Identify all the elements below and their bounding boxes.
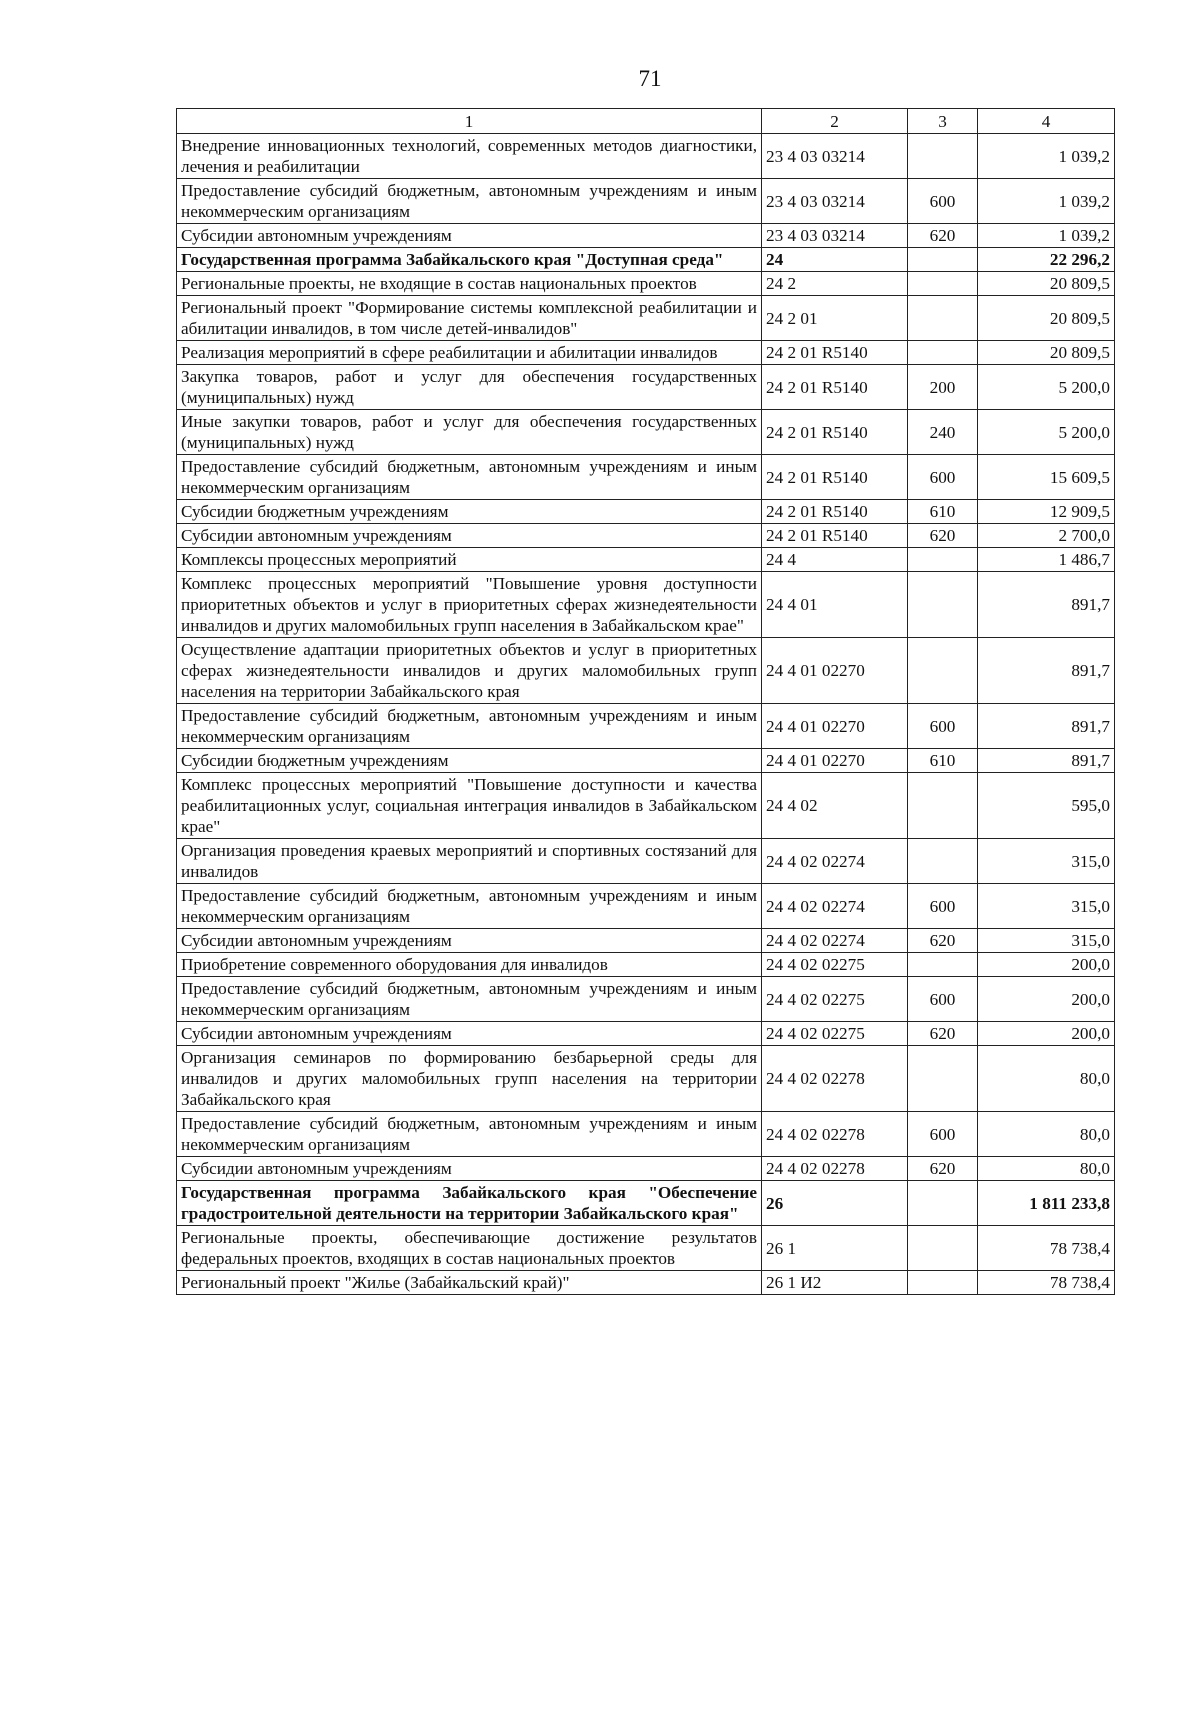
table-row xyxy=(177,272,1115,296)
row-code-cell: 24 4 02 02278 xyxy=(762,1112,908,1157)
row-expense-type-cell xyxy=(908,638,978,704)
row-name-cell: Комплексы процессных мероприятий xyxy=(177,548,762,572)
row-expense-type-cell xyxy=(908,272,978,296)
row-expense-type-cell: 620 xyxy=(908,929,978,953)
row-name-cell: Государственная программа Забайкальского края "Обеспечение градостроительной деятельности на территории Забайкальского края" xyxy=(177,1181,762,1226)
row-amount-cell: 20 809,5 xyxy=(978,341,1115,365)
table-row xyxy=(177,884,1115,929)
row-name-cell: Предоставление субсидий бюджетным, автономным учреждениям и иным некоммерческим организациям xyxy=(177,1112,762,1157)
budget-table xyxy=(176,108,1115,1295)
row-code-cell: 24 4 01 02270 xyxy=(762,638,908,704)
row-name-cell: Реализация мероприятий в сфере реабилитации и абилитации инвалидов xyxy=(177,341,762,365)
table-row xyxy=(177,179,1115,224)
row-amount-cell: 22 296,2 xyxy=(978,248,1115,272)
row-name-cell: Организация семинаров по формированию безбарьерной среды для инвалидов и других маломобильных групп населения на территории Забайкальского края xyxy=(177,1046,762,1112)
column-header-name: 1 xyxy=(177,109,762,134)
row-amount-cell: 80,0 xyxy=(978,1112,1115,1157)
row-code-cell: 24 4 01 02270 xyxy=(762,749,908,773)
row-expense-type-cell xyxy=(908,1181,978,1226)
row-name-cell: Региональный проект "Жилье (Забайкальский край)" xyxy=(177,1271,762,1295)
row-expense-type-cell xyxy=(908,773,978,839)
row-code-cell: 23 4 03 03214 xyxy=(762,224,908,248)
row-name-cell: Субсидии автономным учреждениям xyxy=(177,1022,762,1046)
row-code-cell: 24 4 xyxy=(762,548,908,572)
row-amount-cell: 891,7 xyxy=(978,704,1115,749)
row-expense-type-cell xyxy=(908,1046,978,1112)
row-amount-cell: 78 738,4 xyxy=(978,1226,1115,1271)
row-expense-type-cell xyxy=(908,953,978,977)
row-name-cell: Предоставление субсидий бюджетным, автономным учреждениям и иным некоммерческим организациям xyxy=(177,884,762,929)
row-name-cell: Осуществление адаптации приоритетных объектов и услуг в приоритетных сферах жизнедеятельности инвалидов и других маломобильных групп населения на территории Забайкальского края xyxy=(177,638,762,704)
row-expense-type-cell: 620 xyxy=(908,1022,978,1046)
row-amount-cell: 315,0 xyxy=(978,884,1115,929)
row-name-cell: Субсидии автономным учреждениям xyxy=(177,524,762,548)
row-name-cell: Комплекс процессных мероприятий "Повышение уровня доступности приоритетных объектов и услуг в приоритетных сферах жизнедеятельности инвалидов и других маломобильных групп населения в Забайкальском крае" xyxy=(177,572,762,638)
column-header-code: 2 xyxy=(762,109,908,134)
row-expense-type-cell: 600 xyxy=(908,179,978,224)
row-name-cell: Субсидии автономным учреждениям xyxy=(177,1157,762,1181)
row-code-cell: 24 2 01 R5140 xyxy=(762,455,908,500)
row-expense-type-cell: 610 xyxy=(908,749,978,773)
row-expense-type-cell xyxy=(908,572,978,638)
row-amount-cell: 12 909,5 xyxy=(978,500,1115,524)
row-code-cell: 24 4 02 02275 xyxy=(762,1022,908,1046)
row-amount-cell: 80,0 xyxy=(978,1046,1115,1112)
row-expense-type-cell: 620 xyxy=(908,224,978,248)
row-amount-cell: 2 700,0 xyxy=(978,524,1115,548)
column-header-expense-type: 3 xyxy=(908,109,978,134)
row-name-cell: Субсидии бюджетным учреждениям xyxy=(177,500,762,524)
table-row xyxy=(177,773,1115,839)
row-amount-cell: 1 039,2 xyxy=(978,179,1115,224)
row-amount-cell: 315,0 xyxy=(978,839,1115,884)
table-row xyxy=(177,500,1115,524)
row-amount-cell: 1 486,7 xyxy=(978,548,1115,572)
row-name-cell: Субсидии автономным учреждениям xyxy=(177,224,762,248)
row-code-cell: 24 4 02 02274 xyxy=(762,839,908,884)
row-name-cell: Предоставление субсидий бюджетным, автономным учреждениям и иным некоммерческим организациям xyxy=(177,179,762,224)
row-amount-cell: 20 809,5 xyxy=(978,272,1115,296)
row-code-cell: 24 2 xyxy=(762,272,908,296)
row-code-cell: 26 xyxy=(762,1181,908,1226)
row-code-cell: 24 xyxy=(762,248,908,272)
table-row xyxy=(177,1046,1115,1112)
table-row xyxy=(177,296,1115,341)
row-amount-cell: 1 039,2 xyxy=(978,224,1115,248)
row-code-cell: 24 4 02 02275 xyxy=(762,977,908,1022)
row-expense-type-cell xyxy=(908,1226,978,1271)
row-code-cell: 24 4 02 02274 xyxy=(762,929,908,953)
row-expense-type-cell xyxy=(908,1271,978,1295)
row-amount-cell: 1 039,2 xyxy=(978,134,1115,179)
row-name-cell: Приобретение современного оборудования для инвалидов xyxy=(177,953,762,977)
table-row xyxy=(177,839,1115,884)
row-amount-cell: 891,7 xyxy=(978,638,1115,704)
row-amount-cell: 200,0 xyxy=(978,953,1115,977)
table-row xyxy=(177,749,1115,773)
table-row xyxy=(177,134,1115,179)
row-name-cell: Организация проведения краевых мероприятий и спортивных состязаний для инвалидов xyxy=(177,839,762,884)
row-expense-type-cell: 620 xyxy=(908,524,978,548)
row-code-cell: 24 4 02 02278 xyxy=(762,1046,908,1112)
page-number: 71 xyxy=(638,66,662,91)
row-code-cell: 24 4 02 02275 xyxy=(762,953,908,977)
row-amount-cell: 5 200,0 xyxy=(978,365,1115,410)
row-amount-cell: 891,7 xyxy=(978,572,1115,638)
table-body xyxy=(177,134,1115,1295)
row-expense-type-cell: 600 xyxy=(908,977,978,1022)
row-name-cell: Комплекс процессных мероприятий "Повышение доступности и качества реабилитационных услуг, социальная интеграция инвалидов в Забайкальском крае" xyxy=(177,773,762,839)
row-code-cell: 23 4 03 03214 xyxy=(762,179,908,224)
row-amount-cell: 200,0 xyxy=(978,977,1115,1022)
row-amount-cell: 15 609,5 xyxy=(978,455,1115,500)
row-expense-type-cell xyxy=(908,839,978,884)
row-name-cell: Субсидии бюджетным учреждениям xyxy=(177,749,762,773)
row-name-cell: Региональный проект "Формирование системы комплексной реабилитации и абилитации инвалидов, в том числе детей-инвалидов" xyxy=(177,296,762,341)
row-amount-cell: 20 809,5 xyxy=(978,296,1115,341)
row-code-cell: 24 4 01 xyxy=(762,572,908,638)
table-row xyxy=(177,248,1115,272)
table-row xyxy=(177,224,1115,248)
table-row xyxy=(177,455,1115,500)
table-row xyxy=(177,1112,1115,1157)
table-row xyxy=(177,1271,1115,1295)
table-row xyxy=(177,977,1115,1022)
row-amount-cell: 595,0 xyxy=(978,773,1115,839)
row-name-cell: Закупка товаров, работ и услуг для обеспечения государственных (муниципальных) нужд xyxy=(177,365,762,410)
table-row xyxy=(177,410,1115,455)
row-code-cell: 24 2 01 R5140 xyxy=(762,410,908,455)
row-code-cell: 24 4 02 xyxy=(762,773,908,839)
row-expense-type-cell: 600 xyxy=(908,704,978,749)
table-row xyxy=(177,365,1115,410)
row-expense-type-cell: 200 xyxy=(908,365,978,410)
table-header-row xyxy=(177,109,1115,134)
table-row xyxy=(177,1022,1115,1046)
row-amount-cell: 315,0 xyxy=(978,929,1115,953)
table-row xyxy=(177,953,1115,977)
row-amount-cell: 78 738,4 xyxy=(978,1271,1115,1295)
row-expense-type-cell xyxy=(908,248,978,272)
row-name-cell: Предоставление субсидий бюджетным, автономным учреждениям и иным некоммерческим организациям xyxy=(177,455,762,500)
table-row xyxy=(177,704,1115,749)
row-code-cell: 24 2 01 R5140 xyxy=(762,524,908,548)
table-row xyxy=(177,929,1115,953)
row-expense-type-cell: 600 xyxy=(908,884,978,929)
row-name-cell: Государственная программа Забайкальского края "Доступная среда" xyxy=(177,248,762,272)
table-row xyxy=(177,524,1115,548)
row-expense-type-cell xyxy=(908,296,978,341)
row-name-cell: Предоставление субсидий бюджетным, автономным учреждениям и иным некоммерческим организациям xyxy=(177,977,762,1022)
table-row xyxy=(177,1157,1115,1181)
row-code-cell: 24 2 01 xyxy=(762,296,908,341)
row-code-cell: 24 2 01 R5140 xyxy=(762,341,908,365)
table-row xyxy=(177,548,1115,572)
row-expense-type-cell: 620 xyxy=(908,1157,978,1181)
column-header-amount: 4 xyxy=(978,109,1115,134)
row-name-cell: Предоставление субсидий бюджетным, автономным учреждениям и иным некоммерческим организациям xyxy=(177,704,762,749)
row-expense-type-cell: 610 xyxy=(908,500,978,524)
table-row xyxy=(177,1181,1115,1226)
row-code-cell: 26 1 И2 xyxy=(762,1271,908,1295)
table-row xyxy=(177,638,1115,704)
row-code-cell: 24 4 02 02274 xyxy=(762,884,908,929)
table-row xyxy=(177,1226,1115,1271)
row-expense-type-cell xyxy=(908,548,978,572)
row-code-cell: 24 2 01 R5140 xyxy=(762,500,908,524)
row-code-cell: 24 4 02 02278 xyxy=(762,1157,908,1181)
row-name-cell: Субсидии автономным учреждениям xyxy=(177,929,762,953)
row-code-cell: 24 2 01 R5140 xyxy=(762,365,908,410)
row-expense-type-cell: 240 xyxy=(908,410,978,455)
row-code-cell: 23 4 03 03214 xyxy=(762,134,908,179)
row-amount-cell: 1 811 233,8 xyxy=(978,1181,1115,1226)
row-code-cell: 26 1 xyxy=(762,1226,908,1271)
table-row xyxy=(177,572,1115,638)
row-expense-type-cell: 600 xyxy=(908,455,978,500)
row-name-cell: Региональные проекты, обеспечивающие достижение результатов федеральных проектов, входящих в состав национальных проектов xyxy=(177,1226,762,1271)
row-expense-type-cell xyxy=(908,341,978,365)
row-amount-cell: 891,7 xyxy=(978,749,1115,773)
row-name-cell: Иные закупки товаров, работ и услуг для обеспечения государственных (муниципальных) нужд xyxy=(177,410,762,455)
row-name-cell: Региональные проекты, не входящие в состав национальных проектов xyxy=(177,272,762,296)
table-row xyxy=(177,341,1115,365)
row-expense-type-cell: 600 xyxy=(908,1112,978,1157)
row-amount-cell: 5 200,0 xyxy=(978,410,1115,455)
row-expense-type-cell xyxy=(908,134,978,179)
row-amount-cell: 200,0 xyxy=(978,1022,1115,1046)
row-name-cell: Внедрение инновационных технологий, современных методов диагностики, лечения и реабилитации xyxy=(177,134,762,179)
row-amount-cell: 80,0 xyxy=(978,1157,1115,1181)
row-code-cell: 24 4 01 02270 xyxy=(762,704,908,749)
